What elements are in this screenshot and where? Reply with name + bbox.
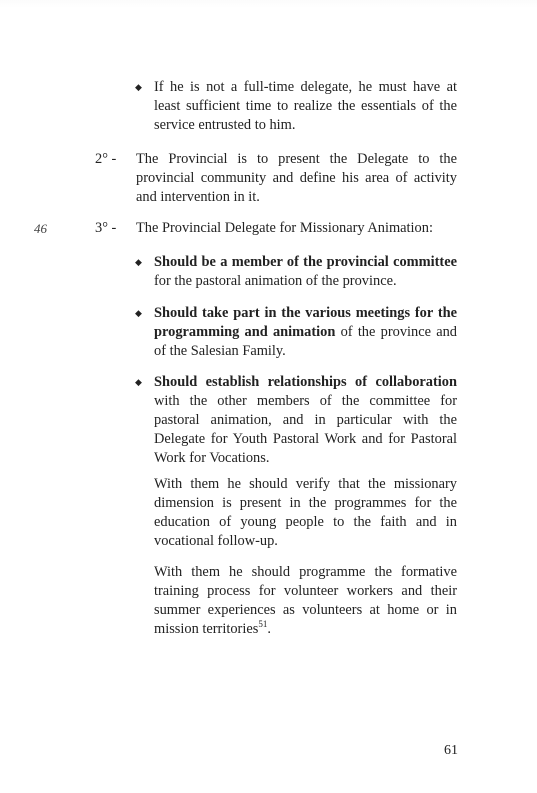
item-2-text: The Provincial is to present the Delegate to the provincial community and define his area of activity and intervention in it.: [136, 151, 457, 205]
bullet-text: for the pastoral animation of the province.: [154, 273, 397, 289]
item-2-number: 2° -: [95, 151, 117, 167]
bullet-icon: ◆: [135, 257, 142, 267]
item-3-number: 3° -: [95, 220, 117, 236]
bullet-item: [136, 373, 457, 468]
bullet-bold: Should be a member of the provincial committee: [154, 254, 457, 270]
bullet-bold: Should take part in the various meetings for the programming and animation: [154, 305, 457, 340]
item-3-text: The Provincial Delegate for Missionary Animation:: [136, 220, 433, 236]
bullet-icon: ◆: [135, 377, 142, 387]
bullet-item: [136, 253, 457, 291]
margin-reference: 46: [34, 221, 47, 236]
bullet-text: of the province and of the Salesian Family.: [154, 324, 457, 359]
bullet-icon: ◆: [135, 82, 142, 92]
intro-bullet: [136, 78, 457, 135]
page-number: 61: [444, 743, 458, 758]
bullet-item: [136, 304, 457, 361]
bullet-icon: ◆: [135, 308, 142, 318]
bullet-text: with the other members of the committee for pastoral animation, and in particular with the Delegate for Youth Pastoral Work and for Pastoral Work for Vocations.: [154, 393, 457, 466]
footnote-ref: 51: [258, 619, 268, 630]
intro-bullet-text: If he is not a full-time delegate, he must have at least sufficient time to realize the essentials of the service entrusted to him.: [154, 79, 457, 133]
bullet-bold: Should establish relationships of collaboration: [154, 374, 457, 390]
paragraph: With them he should verify that the missionary dimension is present in the programmes for the education of young people to the faith and in vocational follow-up.: [154, 476, 457, 549]
paragraph: With them he should programme the formative training process for volunteer workers and their summer experiences as volunteers at home or in mission territories$^{51}$.: [154, 564, 457, 637]
